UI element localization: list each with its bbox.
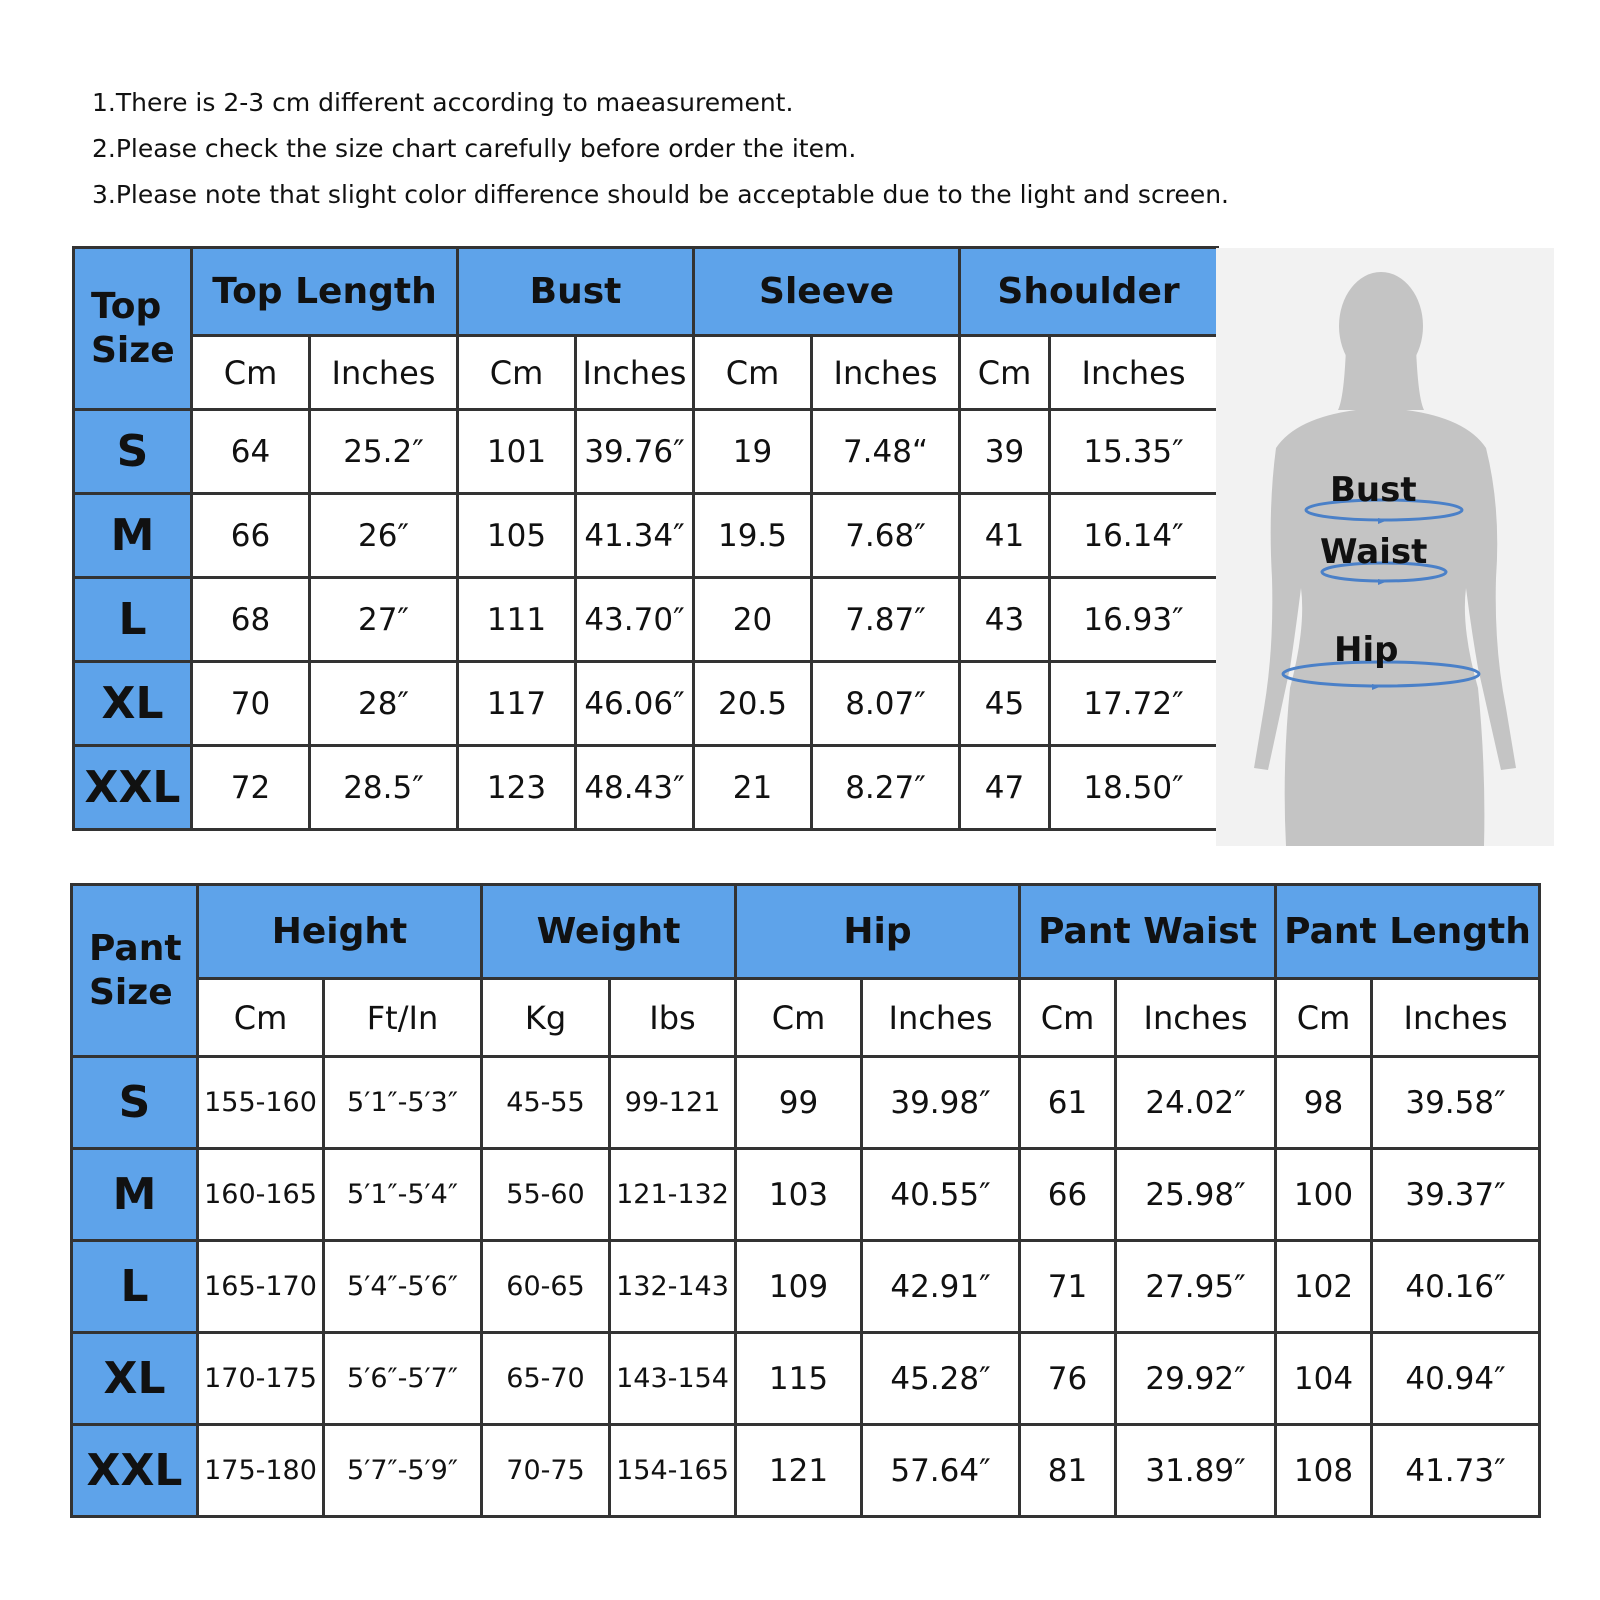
table-cell: 40.16″ [1372,1241,1540,1333]
table-cell: 175-180 [198,1425,324,1517]
unit-header: Cm [458,336,576,410]
note-1: 1.There is 2-3 cm different according to maeasurement. [92,88,794,117]
table-cell: 160-165 [198,1149,324,1241]
table-cell: 39.98″ [862,1057,1020,1149]
unit-header: Inches [576,336,694,410]
table-cell: 100 [1276,1149,1372,1241]
size-label: S [72,1057,198,1149]
unit-header: Ft/In [324,979,482,1057]
table-cell: 111 [458,578,576,662]
unit-header: Cm [1276,979,1372,1057]
table-cell: 41.73″ [1372,1425,1540,1517]
table-cell: 5′1″-5′3″ [324,1057,482,1149]
top-size-table [72,246,1219,831]
table-row [74,410,1218,494]
table-cell: 31.89″ [1116,1425,1276,1517]
table-row [72,1057,1540,1149]
table-cell: 20 [694,578,812,662]
size-label: XXL [72,1425,198,1517]
table-cell: 16.93″ [1050,578,1218,662]
unit-header: Inches [1372,979,1540,1057]
unit-header: Inches [812,336,960,410]
table-row [72,1241,1540,1333]
group-header-shoulder: Shoulder [960,248,1218,336]
table-cell: 39.76″ [576,410,694,494]
waist-label: Waist [1320,532,1428,572]
table-cell: 66 [192,494,310,578]
table-cell: 28″ [310,662,458,746]
table-cell: 5′6″-5′7″ [324,1333,482,1425]
table-cell: 102 [1276,1241,1372,1333]
table-cell: 105 [458,494,576,578]
table-cell: 143-154 [610,1333,736,1425]
table-cell: 7.68″ [812,494,960,578]
note-3: 3.Please note that slight color difference should be acceptable due to the light and screen. [92,180,1229,209]
table-cell: 115 [736,1333,862,1425]
table-cell: 5′1″-5′4″ [324,1149,482,1241]
table-cell: 19 [694,410,812,494]
table-row [74,662,1218,746]
unit-header: Inches [862,979,1020,1057]
table-cell: 65-70 [482,1333,610,1425]
table-cell: 121-132 [610,1149,736,1241]
unit-header: Cm [1020,979,1116,1057]
table-cell: 123 [458,746,576,830]
table-cell: 21 [694,746,812,830]
table-cell: 26″ [310,494,458,578]
unit-header: Cm [192,336,310,410]
unit-header: Cm [960,336,1050,410]
table-cell: 47 [960,746,1050,830]
table-cell: 7.87″ [812,578,960,662]
table-cell: 57.64″ [862,1425,1020,1517]
hip-label: Hip [1334,630,1399,670]
bust-label: Bust [1330,470,1417,510]
pant-size-table [70,883,1541,1518]
table-cell: 99-121 [610,1057,736,1149]
table-cell: 43.70″ [576,578,694,662]
table-cell: 39 [960,410,1050,494]
table-cell: 29.92″ [1116,1333,1276,1425]
table-cell: 8.07″ [812,662,960,746]
table-cell: 42.91″ [862,1241,1020,1333]
table-cell: 104 [1276,1333,1372,1425]
table-cell: 155-160 [198,1057,324,1149]
table-row [74,746,1218,830]
top-size-corner-label: Top Size [74,248,192,410]
table-cell: 70 [192,662,310,746]
table-cell: 41.34″ [576,494,694,578]
table-cell: 64 [192,410,310,494]
table-cell: 25.98″ [1116,1149,1276,1241]
table-cell: 46.06″ [576,662,694,746]
size-label: XL [74,662,192,746]
table-cell: 45.28″ [862,1333,1020,1425]
table-cell: 72 [192,746,310,830]
table-cell: 19.5 [694,494,812,578]
table-cell: 39.37″ [1372,1149,1540,1241]
table-cell: 40.55″ [862,1149,1020,1241]
size-label: S [74,410,192,494]
table-cell: 154-165 [610,1425,736,1517]
size-label: XL [72,1333,198,1425]
table-cell: 39.58″ [1372,1057,1540,1149]
table-cell: 165-170 [198,1241,324,1333]
table-cell: 45-55 [482,1057,610,1149]
table-cell: 8.27″ [812,746,960,830]
table-row [72,1333,1540,1425]
unit-header: Inches [1050,336,1218,410]
table-cell: 70-75 [482,1425,610,1517]
pant-size-corner-label: Pant Size [72,885,198,1057]
table-cell: 98 [1276,1057,1372,1149]
table-cell: 101 [458,410,576,494]
table-cell: 121 [736,1425,862,1517]
size-label: XXL [74,746,192,830]
table-cell: 48.43″ [576,746,694,830]
unit-header: Inches [1116,979,1276,1057]
table-cell: 43 [960,578,1050,662]
table-cell: 25.2″ [310,410,458,494]
table-row [72,1425,1540,1517]
table-cell: 40.94″ [1372,1333,1540,1425]
table-cell: 15.35″ [1050,410,1218,494]
group-header-weight: Weight [482,885,736,979]
table-cell: 55-60 [482,1149,610,1241]
table-cell: 60-65 [482,1241,610,1333]
table-cell: 99 [736,1057,862,1149]
size-label: L [72,1241,198,1333]
table-cell: 109 [736,1241,862,1333]
table-row [74,494,1218,578]
table-cell: 5′4″-5′6″ [324,1241,482,1333]
table-cell: 81 [1020,1425,1116,1517]
table-cell: 132-143 [610,1241,736,1333]
table-cell: 5′7″-5′9″ [324,1425,482,1517]
table-cell: 24.02″ [1116,1057,1276,1149]
size-label: M [74,494,192,578]
unit-header: Cm [198,979,324,1057]
table-cell: 71 [1020,1241,1116,1333]
unit-header: Kg [482,979,610,1057]
size-label: L [74,578,192,662]
unit-header: Inches [310,336,458,410]
table-cell: 28.5″ [310,746,458,830]
table-cell: 20.5 [694,662,812,746]
table-cell: 68 [192,578,310,662]
group-header-top-length: Top Length [192,248,458,336]
table-cell: 18.50″ [1050,746,1218,830]
table-cell: 17.72″ [1050,662,1218,746]
body-measurement-figure [1216,248,1554,846]
notes [92,86,1229,224]
group-header-hip: Hip [736,885,1020,979]
table-cell: 7.48“ [812,410,960,494]
table-row [74,578,1218,662]
group-header-height: Height [198,885,482,979]
table-cell: 45 [960,662,1050,746]
group-header-sleeve: Sleeve [694,248,960,336]
group-header-bust: Bust [458,248,694,336]
table-cell: 16.14″ [1050,494,1218,578]
group-header-pant-waist: Pant Waist [1020,885,1276,979]
table-cell: 170-175 [198,1333,324,1425]
table-cell: 117 [458,662,576,746]
table-cell: 66 [1020,1149,1116,1241]
table-cell: 108 [1276,1425,1372,1517]
unit-header: Cm [694,336,812,410]
size-label: M [72,1149,198,1241]
table-cell: 27″ [310,578,458,662]
table-cell: 103 [736,1149,862,1241]
unit-header: Cm [736,979,862,1057]
table-cell: 76 [1020,1333,1116,1425]
group-header-pant-length: Pant Length [1276,885,1540,979]
table-row [72,1149,1540,1241]
unit-header: Ibs [610,979,736,1057]
table-cell: 61 [1020,1057,1116,1149]
note-2: 2.Please check the size chart carefully before order the item. [92,134,857,163]
table-cell: 41 [960,494,1050,578]
table-cell: 27.95″ [1116,1241,1276,1333]
